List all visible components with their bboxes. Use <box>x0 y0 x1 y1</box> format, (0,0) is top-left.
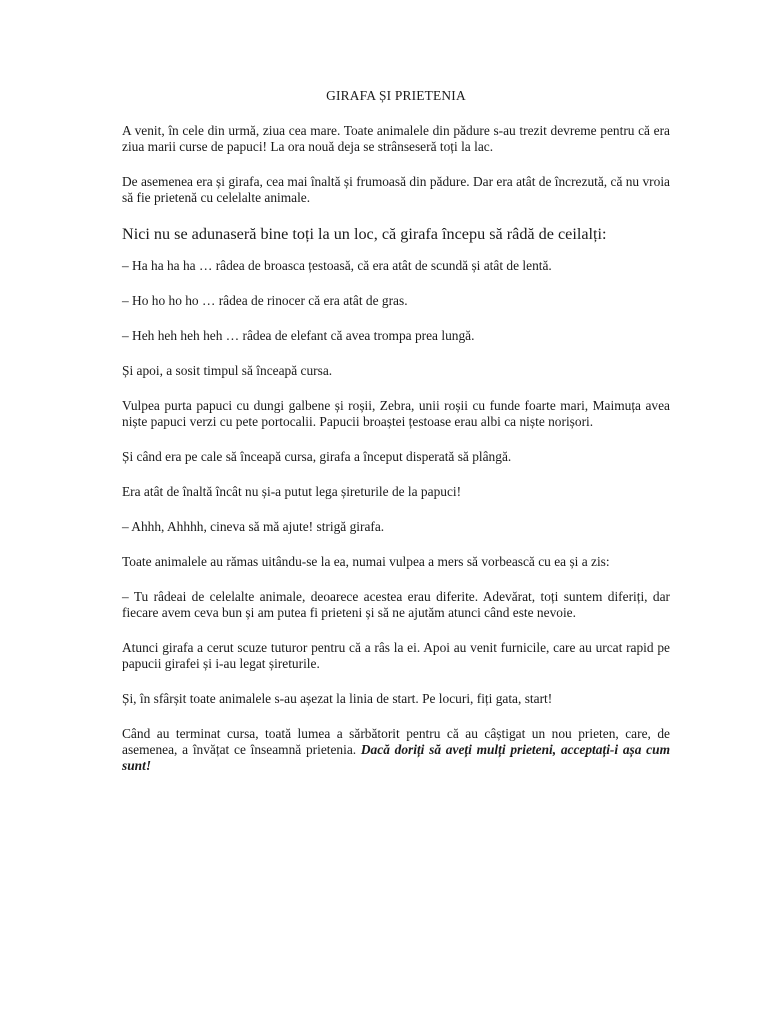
dialog-fox: – Tu râdeai de celelalte animale, deoarece acestea erau diferite. Adevărat, toți suntem diferiți, dar fiecare avem ceva bun și am putea fi prieteni și să ne ajutăm atunci când este nevoie. <box>122 589 670 620</box>
dialog-elephant: – Heh heh heh heh … râdea de elefant că avea trompa prea lungă. <box>122 328 475 343</box>
ending-moral: Dacă doriți să aveți mulți prieteni, acceptați-i așa cum sunt! <box>122 742 670 773</box>
paragraph-slippers: Vulpea purta papuci cu dungi galbene și roșii, Zebra, unii roșii cu funde foarte mari, Maimuța avea niște papuci verzi cu pete portocalii. Papucii broaștei țestoase erau albi ca niște norișori. <box>122 398 670 429</box>
paragraph-crying: Și când era pe cale să înceapă cursa, girafa a început disperată să plângă. <box>122 449 512 464</box>
document-title: GIRAFA ȘI PRIETENIA <box>326 88 466 103</box>
paragraph-laughing: Nici nu se adunaseră bine toți la un loc, că girafa începu să râdă de ceilalți: <box>122 225 607 243</box>
dialog-rhino: – Ho ho ho ho … râdea de rinocer că era atât de gras. <box>122 293 408 308</box>
dialog-help: – Ahhh, Ahhhh, cineva să mă ajute! strigă girafa. <box>122 519 385 534</box>
paragraph-intro: A venit, în cele din urmă, ziua cea mare. Toate animalele din pădure s-au trezit devreme pentru că era ziua marii curse de papuci! La ora nouă deja se strânseseră toți la lac. <box>122 123 670 154</box>
dialog-turtle: – Ha ha ha ha … râdea de broasca țestoasă, că era atât de scundă și atât de lentă. <box>122 258 552 273</box>
paragraph-giraffe: De asemenea era și girafa, cea mai înaltă și frumoasă din pădure. Dar era atât de încrezută, că nu vroia să fie prietenă cu celelalte animale. <box>122 174 670 205</box>
ending-text: Când au terminat cursa, toată lumea a sărbătorit pentru că au câștigat un nou prieten, care, de asemenea, a învățat ce înseamnă prietenia. <box>122 726 670 757</box>
paragraph-ants: Atunci girafa a cerut scuze tuturor pentru că a râs la ei. Apoi au venit furnicile, care au urcat rapid pe papucii girafei și i-au legat șireturile. <box>122 640 670 671</box>
paragraph-ending <box>122 726 670 774</box>
paragraph-laces: Era atât de înaltă încât nu și-a putut lega șireturile de la papuci! <box>122 484 462 499</box>
paragraph-fox: Toate animalele au rămas uitându-se la ea, numai vulpea a mers să vorbească cu ea și a zis: <box>122 554 610 569</box>
document-body <box>122 88 670 793</box>
paragraph-start: Și, în sfârșit toate animalele s-au așezat la linia de start. Pe locuri, fiți gata, start! <box>122 691 553 706</box>
paragraph-race-time: Și apoi, a sosit timpul să înceapă cursa. <box>122 363 333 378</box>
